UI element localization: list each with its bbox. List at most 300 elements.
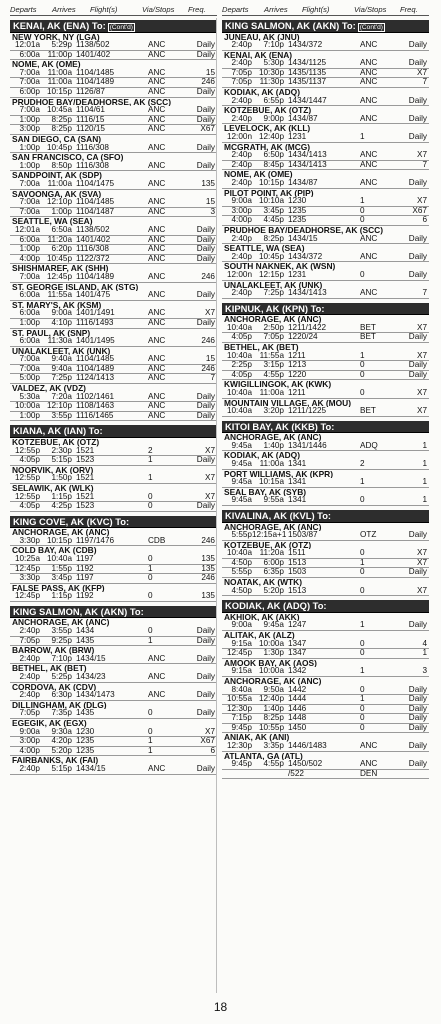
depart-time: 3:30p — [19, 574, 40, 583]
flight-number: 1435 — [76, 709, 95, 718]
via-stops: ANC — [148, 143, 166, 152]
via-stops: ADQ — [360, 441, 378, 450]
arrive-time: 10:15p — [46, 536, 72, 545]
depart-time: 10:55a — [226, 695, 252, 704]
via-stops: 0 — [360, 723, 365, 732]
origin-section — [222, 20, 429, 299]
destination-name: VALDEZ, AK (VDZ) — [12, 384, 86, 393]
frequency: Daily — [196, 291, 215, 300]
flight-row — [10, 125, 217, 135]
flight-number: 1523 — [76, 456, 95, 465]
frequency: Daily — [408, 361, 427, 370]
via-stops: BET — [360, 323, 376, 332]
left-sections — [10, 20, 217, 775]
arrive-time: 10:30p — [258, 68, 284, 77]
flight-number: 1442 — [288, 685, 307, 694]
flight-number: 1235 — [288, 216, 307, 225]
via-stops: 0 — [360, 549, 365, 558]
flight-number: 1104/1489 — [76, 364, 115, 373]
flight-row — [10, 627, 217, 637]
continued-badge: (Cont'd) — [359, 24, 383, 31]
depart-time: 4:50p — [231, 558, 252, 567]
header-arrives: Arrives — [52, 5, 76, 14]
frequency: X7 — [204, 446, 215, 455]
flight-number: /522 — [288, 769, 304, 778]
depart-time: 9:45a — [231, 478, 252, 487]
flight-row — [222, 289, 429, 299]
column-header — [222, 4, 429, 16]
flight-number: 1247 — [288, 621, 307, 630]
flight-row — [222, 568, 429, 578]
flight-number: 1230 — [288, 197, 307, 206]
depart-time: 2:40p — [231, 234, 252, 243]
via-stops: ANC — [360, 760, 378, 769]
flight-row — [222, 161, 429, 171]
destination-name: SEATTLE, WA (SEA) — [224, 244, 305, 253]
flight-row — [10, 673, 217, 683]
destination-name: SELAWIK, AK (WLK) — [12, 483, 94, 493]
origin-banner — [222, 510, 429, 523]
frequency: Daily — [196, 143, 215, 152]
flight-number: 1401/402 — [76, 50, 111, 59]
arrive-time: 10:15a — [258, 478, 284, 487]
flight-row — [10, 41, 217, 51]
frequency: Daily — [408, 685, 427, 694]
origin-section — [222, 510, 429, 596]
flight-number: 1503 — [288, 568, 307, 577]
depart-time: 4:05p — [19, 502, 40, 511]
frequency: 1 — [422, 441, 427, 450]
arrive-time: 4:20p — [51, 737, 72, 746]
flight-number: 1138/502 — [76, 41, 110, 50]
depart-time: 4:05p — [231, 333, 252, 342]
flight-row — [222, 531, 429, 541]
flight-row — [10, 309, 217, 319]
origin-title: KING SALMON, AK (AKN) To: — [225, 20, 356, 31]
flight-row — [10, 198, 217, 208]
header-arrives: Arrives — [264, 5, 288, 14]
flight-number: 1434/1125 — [288, 59, 327, 68]
flight-number: 1401/402 — [76, 235, 111, 244]
via-stops: BET — [360, 333, 376, 342]
arrive-time: 8:25p — [263, 234, 284, 243]
depart-time: 2:40p — [231, 289, 252, 298]
frequency: Daily — [408, 234, 427, 243]
origin-section — [222, 303, 429, 417]
frequency: X7 — [204, 727, 215, 736]
depart-time: 4:00p — [19, 746, 40, 755]
depart-time: 12:01a — [14, 225, 40, 234]
flight-row — [10, 456, 217, 466]
arrive-time: 5:20p — [263, 586, 284, 595]
via-stops: 1 — [148, 737, 153, 746]
arrive-time: 11:00a — [47, 68, 72, 77]
arrive-time: 8:25p — [263, 714, 284, 723]
via-stops: ANC — [148, 364, 166, 373]
frequency: Daily — [408, 333, 427, 342]
arrive-time: 9:40a — [51, 355, 72, 364]
flight-number: 1138/502 — [76, 225, 110, 234]
flight-number: 1521 — [76, 492, 95, 501]
destination-name: PORT WILLIAMS, AK (KPR) — [224, 469, 334, 479]
destination-name: SEAL BAY, AK (SYB) — [224, 487, 307, 497]
arrive-time: 4:10p — [51, 318, 72, 327]
flight-row — [10, 737, 217, 747]
flight-row — [10, 412, 217, 422]
flight-row — [222, 549, 429, 559]
frequency: 246 — [201, 272, 215, 281]
frequency: Daily — [408, 59, 427, 68]
flight-number: 1342 — [288, 667, 307, 676]
arrive-time: 2:30p — [51, 446, 72, 455]
flight-number: 1444 — [288, 695, 307, 704]
arrive-time: 9:50a — [263, 685, 284, 694]
via-stops: ANC — [148, 392, 166, 401]
via-stops: ANC — [360, 234, 378, 243]
via-stops: ANC — [360, 114, 378, 123]
frequency: 135 — [201, 554, 215, 563]
depart-time: 7:00a — [19, 272, 40, 281]
depart-time: 6:00a — [19, 291, 40, 300]
flight-row — [10, 555, 217, 565]
frequency: 246 — [201, 78, 215, 87]
arrive-time: 6:55p — [263, 96, 284, 105]
arrive-time: 5:25p — [51, 673, 72, 681]
flight-row — [10, 180, 217, 190]
depart-time: 12:00n — [226, 133, 252, 142]
frequency: Daily — [408, 114, 427, 123]
via-stops: ANC — [148, 355, 166, 364]
via-stops: ANC — [148, 125, 166, 134]
arrive-time: 7:25p — [51, 374, 72, 383]
arrive-time: 10:15p — [46, 88, 72, 97]
via-stops: ANC — [148, 207, 166, 216]
frequency: 1 — [422, 478, 427, 487]
flight-row — [10, 337, 217, 347]
flight-row — [10, 162, 217, 172]
arrive-time: 10:00a — [258, 639, 284, 648]
flight-number: 1104/61 — [76, 106, 105, 115]
via-stops: ANC — [148, 691, 166, 700]
via-stops: 1 — [148, 564, 153, 573]
header-flights: Flight(s) — [90, 5, 118, 14]
flight-number: 1122/372 — [76, 254, 110, 263]
frequency: X7 — [416, 68, 427, 77]
destination-name: AKHIOK, AK (AKK) — [224, 612, 300, 622]
frequency: Daily — [196, 245, 215, 254]
flight-number: 1434/1473 — [76, 691, 115, 700]
frequency: 7 — [422, 78, 427, 87]
right-column — [222, 4, 429, 783]
header-via: Via/Stops — [142, 5, 175, 14]
via-stops: 0 — [148, 627, 153, 636]
flight-row — [222, 333, 429, 343]
frequency: Daily — [408, 252, 427, 261]
via-stops: ANC — [360, 59, 378, 68]
depart-time: 2:40p — [231, 41, 252, 50]
flight-number: 1116/308 — [76, 245, 109, 254]
destination-name: KWIGILLINGOK, AK (KWK) — [224, 380, 332, 389]
via-stops: BET — [360, 407, 376, 416]
frequency: 3 — [210, 207, 215, 216]
flight-row — [222, 640, 429, 650]
destination-name: MOUNTAIN VILLAGE, AK (MOU) — [224, 398, 352, 408]
destination-name: NOORVIK, AK (ORV) — [12, 465, 94, 475]
flight-number: 1513 — [288, 558, 307, 567]
flight-row — [222, 496, 429, 506]
flight-number: 1521 — [76, 474, 95, 483]
flight-number: 1511 — [288, 549, 306, 558]
arrive-time: 5:30p — [263, 59, 284, 68]
flight-row — [222, 324, 429, 334]
flight-number: 1434/15 — [76, 764, 106, 773]
flight-row — [222, 253, 429, 263]
frequency: X7 — [204, 492, 215, 501]
arrive-time: 9:40a — [51, 364, 72, 373]
destination-name: SAN FRANCISCO, CA (SFO) — [12, 153, 124, 162]
frequency: Daily — [196, 673, 215, 681]
via-stops: 1 — [360, 133, 365, 142]
flight-number: 1435 — [76, 636, 95, 645]
flight-number: 1104/1475 — [76, 180, 115, 188]
flight-number: 1434/1413 — [288, 289, 327, 298]
via-stops: ANC — [148, 88, 166, 97]
via-stops: ANC — [148, 411, 166, 420]
via-stops: 0 — [360, 649, 365, 658]
flight-number: 1104/1489 — [76, 78, 115, 87]
depart-time: 2:40p — [19, 673, 40, 681]
destination-name: BETHEL, AK (BET) — [12, 664, 87, 673]
flight-row — [222, 478, 429, 488]
arrive-time: 5:29p — [51, 41, 72, 50]
arrive-time: 8:25p — [51, 115, 72, 124]
flight-row — [10, 393, 217, 403]
flight-row — [222, 559, 429, 569]
depart-time: 2:40p — [231, 59, 252, 68]
depart-time: 2:40p — [231, 96, 252, 105]
depart-time: 2:40p — [19, 627, 40, 636]
arrive-time: 7:05p — [263, 333, 284, 342]
frequency: Daily — [408, 96, 427, 105]
destination-name: ANCHORAGE, AK (ANC) — [224, 315, 322, 324]
origin-title: KING COVE, AK (KVC) To: — [13, 515, 130, 527]
frequency: 246 — [201, 364, 215, 373]
depart-time: 6:00a — [19, 50, 40, 59]
frequency: 3 — [422, 667, 427, 676]
header-departs: Departs — [222, 5, 249, 14]
frequency: X67 — [200, 125, 215, 134]
frequency: 135 — [201, 592, 215, 601]
origin-banner — [222, 303, 429, 316]
flight-row — [10, 709, 217, 719]
via-stops: 2 — [360, 460, 365, 469]
frequency: 4 — [422, 639, 427, 648]
column-header — [10, 4, 217, 16]
destination-name: ALITAK, AK (ALZ) — [224, 630, 295, 640]
flight-number: 1116/15 — [76, 115, 105, 124]
arrive-time: 8:50p — [51, 161, 72, 170]
flight-number: 1231 — [288, 133, 307, 142]
via-stops: 0 — [360, 685, 365, 694]
arrive-time: 12:45p — [46, 272, 72, 281]
via-stops: ANC — [148, 309, 166, 318]
depart-time: 12:30p — [226, 742, 252, 751]
header-departs: Departs — [10, 5, 37, 14]
arrive-time: 7:10p — [51, 654, 72, 663]
origin-section — [10, 606, 217, 775]
flight-number: 1213 — [288, 361, 307, 370]
flight-number: 1220 — [288, 370, 307, 379]
via-stops: ANC — [360, 252, 378, 261]
frequency — [394, 770, 429, 779]
flight-number: 1435/1137 — [288, 78, 327, 87]
depart-time: 5:30a — [19, 392, 40, 401]
depart-time: 9:15a — [231, 667, 252, 676]
origin-title: KITOI BAY, AK (KKB) To: — [225, 420, 335, 432]
depart-time: 2:25p — [231, 361, 252, 370]
page-number: 18 — [213, 1000, 228, 1014]
via-stops: ANC — [148, 764, 166, 773]
depart-time: 7:00a — [19, 198, 40, 207]
destination-name: UNALAKLEET, AK (UNK) — [12, 346, 111, 356]
via-stops: OTZ — [360, 531, 377, 540]
arrive-time: 1:50p — [51, 474, 72, 483]
frequency: Daily — [196, 411, 215, 420]
flight-row — [10, 592, 217, 602]
origin-banner — [10, 516, 217, 529]
frequency: X7 — [416, 549, 427, 558]
via-stops: ANC — [148, 337, 166, 346]
via-stops: 2 — [148, 446, 153, 455]
flight-row — [10, 51, 217, 61]
frequency: Daily — [408, 695, 427, 704]
flight-row — [222, 352, 429, 362]
via-stops: ANC — [148, 78, 166, 87]
flight-number: 1235 — [288, 206, 307, 215]
flight-number: 1434/372 — [288, 41, 323, 50]
flight-row — [222, 133, 429, 143]
depart-time: 7:15p — [231, 714, 252, 723]
frequency: Daily — [196, 115, 215, 124]
flight-number: 1434/15 — [76, 654, 106, 663]
arrive-time: 10:40a — [46, 554, 72, 563]
via-stops: 0 — [360, 206, 365, 215]
flight-row — [10, 69, 217, 79]
arrive-time: 6:35p — [263, 568, 284, 577]
flight-row — [222, 667, 429, 677]
arrive-time: 11:55a — [47, 291, 72, 300]
flight-number: 1446 — [288, 704, 307, 713]
flight-number: 1211 — [288, 351, 306, 360]
depart-time: 9:00a — [231, 621, 252, 630]
arrive-time: 9:45a — [263, 621, 284, 630]
destination-name: LEVELOCK, AK (KLL) — [224, 124, 311, 134]
depart-time — [222, 770, 252, 779]
frequency: 1 — [422, 649, 427, 658]
frequency: X67 — [412, 206, 427, 215]
via-stops: ANC — [148, 180, 166, 188]
frequency: X67 — [200, 737, 215, 746]
via-stops: ANC — [360, 289, 378, 298]
flight-row — [10, 728, 217, 738]
flight-row — [222, 207, 429, 217]
destination-name: NOME, AK (OME) — [224, 170, 293, 179]
depart-time: 3:00p — [231, 206, 252, 215]
flight-row — [222, 41, 429, 51]
arrive-time: 6:30p — [51, 691, 72, 700]
depart-time: 2:40p — [231, 114, 252, 123]
origin-section — [222, 421, 429, 506]
arrive-time: 9:00a — [51, 309, 72, 318]
depart-time: 7:00a — [19, 68, 40, 77]
depart-time: 12:45p — [14, 564, 40, 573]
arrive-time: 10:00a — [258, 667, 284, 676]
depart-time: 7:00a — [19, 180, 40, 188]
flight-number: 1116/308 — [76, 143, 109, 152]
via-stops: ANC — [148, 254, 166, 263]
frequency: X7 — [416, 407, 427, 416]
arrive-time: 6:00p — [263, 558, 284, 567]
frequency: X7 — [416, 558, 427, 567]
flight-number: 1341 — [288, 478, 307, 487]
arrive-time: 2:50p — [263, 323, 284, 332]
arrive-time: 4:55p — [263, 370, 284, 379]
frequency: Daily — [196, 392, 215, 401]
flight-row — [222, 714, 429, 724]
via-stops: ANC — [148, 291, 166, 300]
depart-time: 4:50p — [231, 586, 252, 595]
frequency: Daily — [196, 225, 215, 234]
arrive-time: 7:10p — [263, 41, 284, 50]
destination-name: KOTZEBUE, AK (OTZ) — [224, 540, 312, 550]
destination-name: ANCHORAGE, AK (ANC) — [224, 433, 322, 442]
arrive-time: 9:55a — [263, 496, 284, 505]
flight-number: 1434/1413 — [288, 151, 327, 160]
destination-name: PRUDHOE BAY/DEADHORSE, AK (SCC) — [12, 97, 171, 107]
origin-title: KIPNUK, AK (KPN) To: — [225, 302, 325, 314]
flight-number: 1104/1487 — [76, 207, 115, 216]
flight-number: 1124/1413 — [76, 374, 115, 383]
arrive-time: 1:40p — [263, 441, 284, 450]
flight-row — [10, 474, 217, 484]
via-stops: ANC — [360, 96, 378, 105]
depart-time: 9:00a — [231, 197, 252, 206]
header-via: Via/Stops — [354, 5, 387, 14]
via-stops: 0 — [360, 361, 365, 370]
depart-time: 4:05p — [19, 456, 40, 465]
flight-number: 1347 — [288, 639, 307, 648]
arrive-time: 1:15p — [51, 592, 72, 601]
destination-name: ST. GEORGE ISLAND, AK (STG) — [12, 282, 139, 292]
flight-number: 1104/1485 — [76, 198, 115, 207]
flight-row — [10, 655, 217, 665]
depart-time: 9:45p — [231, 723, 252, 732]
flight-row — [10, 273, 217, 283]
via-stops: 1 — [360, 197, 365, 206]
header-freq: Freq. — [400, 5, 418, 14]
flight-number: 1197/1476 — [76, 536, 115, 545]
via-stops: ANC — [148, 115, 166, 124]
arrive-time: 7:20a — [51, 392, 72, 401]
arrive-time: 3:45p — [263, 206, 284, 215]
arrive-time: 5:20p — [51, 746, 72, 755]
arrive-time: 9:00p — [263, 114, 284, 123]
via-stops: ANC — [148, 272, 166, 281]
frequency: 246 — [201, 574, 215, 583]
via-stops: 0 — [360, 216, 365, 225]
arrive-time: 1:40p — [263, 704, 284, 713]
depart-time: 9:45a — [231, 496, 252, 505]
